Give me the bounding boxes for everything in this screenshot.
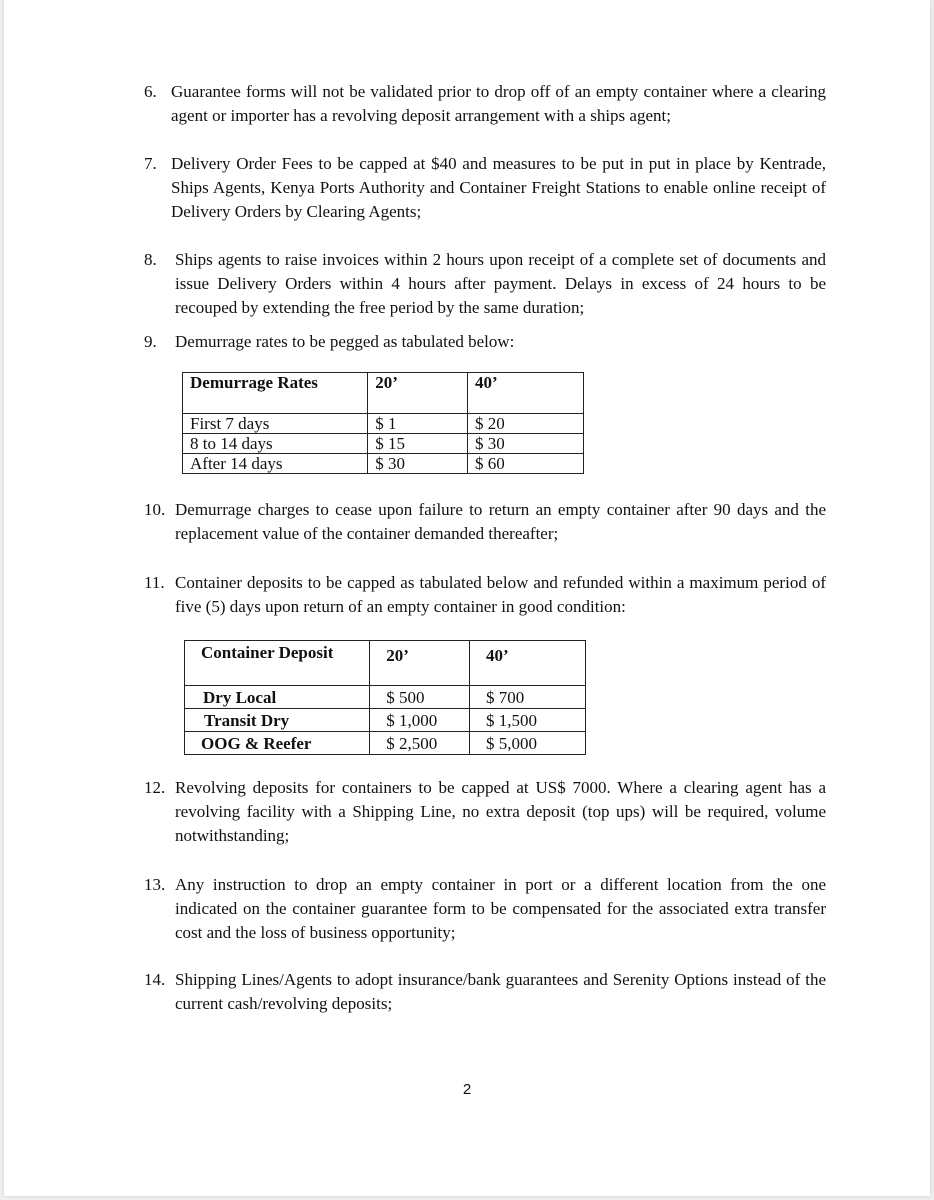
list-item-13 [144, 873, 826, 945]
list-number: 12. [144, 778, 166, 797]
list-text: Guarantee forms will not be validated prior to drop off of an empty container where a clearing agent or importer has a revolving deposit arrangement with a ships agent; [171, 82, 826, 125]
table-cell: $ 1,000 [370, 709, 470, 732]
page-number: 2 [462, 1081, 472, 1098]
table-row [183, 414, 584, 434]
list-text: Ships agents to raise invoices within 2 hours upon receipt of a complete set of documents and issue Delivery Orders within 4 hours after payment. Delays in excess of 24 hours to be recouped by extending the free period by the same duration; [175, 250, 826, 317]
list-number: 14. [144, 970, 166, 989]
table-cell: OOG & Reefer [185, 732, 370, 755]
table-cell: $ 2,500 [370, 732, 470, 755]
list-number: 8. [144, 250, 157, 269]
table-cell: $ 30 [368, 454, 468, 474]
list-text: Container deposits to be capped as tabulated below and refunded within a maximum period of five (5) days upon return of an empty container in good condition: [175, 573, 826, 616]
list-text: Demurrage rates to be pegged as tabulated below: [175, 332, 515, 351]
list-item-10 [144, 498, 826, 546]
list-item-14 [144, 968, 826, 1016]
table-cell: Transit Dry [185, 709, 370, 732]
table-cell: $ 20 [467, 414, 583, 434]
table-row [185, 686, 586, 709]
list-item-7 [144, 152, 826, 224]
table-row [185, 709, 586, 732]
table-header-cell: 40’ [467, 373, 583, 414]
table-cell: Dry Local [185, 686, 370, 709]
list-text: Delivery Order Fees to be capped at $40 and measures to be put in put in place by Kentrade, Ships Agents, Kenya Ports Authority and Container Freight Stations to enable online receipt of Delivery Orders by Clearing Agents; [171, 154, 826, 221]
list-item-6 [144, 80, 826, 128]
table-row [183, 434, 584, 454]
table-header-row [183, 373, 584, 414]
list-number: 13. [144, 875, 166, 894]
table-cell: $ 30 [467, 434, 583, 454]
list-number: 7. [144, 154, 157, 173]
table-cell: $ 1 [368, 414, 468, 434]
table-cell: $ 15 [368, 434, 468, 454]
list-number: 10. [144, 500, 166, 519]
list-item-8 [144, 248, 826, 320]
list-number: 6. [144, 82, 157, 101]
page-content [4, 0, 930, 1196]
table-cell: After 14 days [183, 454, 368, 474]
list-item-12 [144, 776, 826, 848]
table-header-cell: 20’ [370, 641, 470, 686]
table-header-row [185, 641, 586, 686]
table-header-cell: 20’ [368, 373, 468, 414]
table-cell: 8 to 14 days [183, 434, 368, 454]
table-header-cell: Demurrage Rates [183, 373, 368, 414]
container-deposit-table [184, 640, 586, 755]
table-header-cell: Container Deposit [185, 641, 370, 686]
table-cell: $ 5,000 [469, 732, 585, 755]
list-text: Shipping Lines/Agents to adopt insurance/bank guarantees and Serenity Options instead of the current cash/revolving deposits; [175, 970, 826, 1013]
list-text: Any instruction to drop an empty container in port or a different location from the one indicated on the container guarantee form to be compensated for the associated extra transfer cost and the loss of business opportunity; [175, 875, 826, 942]
table-cell: $ 500 [370, 686, 470, 709]
demurrage-rates-table [182, 372, 584, 474]
list-item-9 [144, 330, 826, 354]
table-row [185, 732, 586, 755]
list-number: 9. [144, 332, 157, 351]
table-cell: First 7 days [183, 414, 368, 434]
list-text: Revolving deposits for containers to be capped at US$ 7000. Where a clearing agent has a revolving facility with a Shipping Line, no extra deposit (top ups) will be required, volume notwithstanding; [175, 778, 826, 845]
document-page [4, 0, 930, 1196]
list-number: 11. [144, 573, 165, 592]
list-text: Demurrage charges to cease upon failure to return an empty container after 90 days and the replacement value of the container demanded thereafter; [175, 500, 826, 543]
table-cell: $ 1,500 [469, 709, 585, 732]
table-cell: $ 60 [467, 454, 583, 474]
table-header-cell: 40’ [469, 641, 585, 686]
table-cell: $ 700 [469, 686, 585, 709]
list-item-11 [144, 571, 826, 619]
table-row [183, 454, 584, 474]
